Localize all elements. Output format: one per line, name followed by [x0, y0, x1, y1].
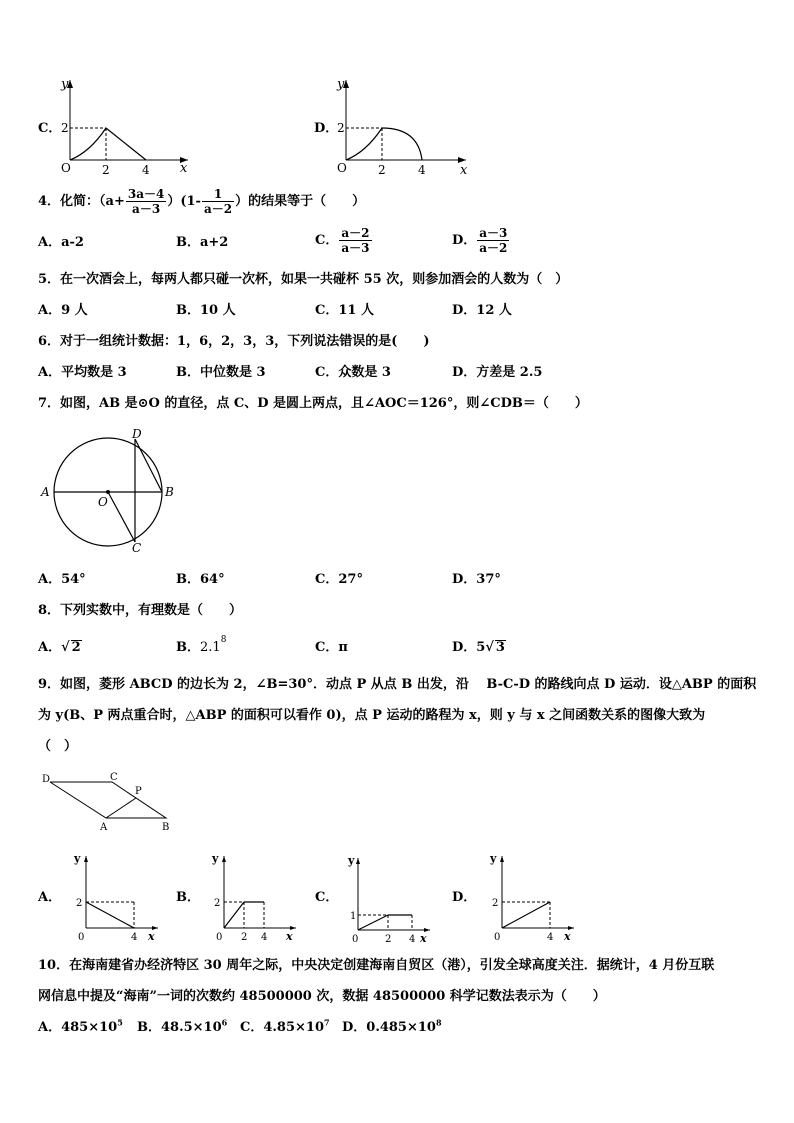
svg-text:4: 4 — [547, 932, 554, 942]
q8-option-a[interactable]: A．√ 2 — [38, 640, 81, 655]
q3-option-d-label[interactable]: D． — [314, 121, 339, 136]
q7-label-c: C — [132, 541, 142, 555]
q5-option-c[interactable]: C．11 人 — [315, 303, 374, 318]
q6-option-a[interactable]: A．平均数是 3 — [38, 365, 127, 380]
q3c-tick-4x: 4 — [142, 163, 150, 177]
svg-text:1: 1 — [350, 911, 357, 922]
q10-stem-line1: 10．在海南建省办经济特区 30 周年之际，中央决定创建海南自贸区（港），引发全球高度关注．据统计，4 月份互联 — [38, 958, 715, 973]
q9-option-d-label[interactable]: D． — [452, 890, 477, 905]
svg-text:2: 2 — [385, 934, 392, 942]
q10-option-a[interactable]: A．$485\times 10^5$ — [38, 1017, 123, 1035]
q9-rhombus-p: P — [135, 786, 142, 797]
q9-option-c-label[interactable]: C． — [315, 890, 339, 905]
svg-text:x: x — [148, 930, 155, 942]
q3d-tick-2y: 2 — [337, 121, 345, 135]
q3c-y-label: y — [61, 77, 69, 92]
q5-option-d[interactable]: D．12 人 — [452, 303, 512, 318]
svg-text:4: 4 — [261, 932, 268, 942]
q9-rhombus-c: C — [110, 772, 118, 783]
q5-option-a[interactable]: A．9 人 — [38, 303, 88, 318]
q3c-tick-2x: 2 — [102, 163, 110, 177]
svg-text:2: 2 — [492, 898, 499, 909]
q7-option-a[interactable]: A．54° — [38, 572, 86, 587]
q9-rhombus-figure — [38, 768, 188, 836]
q4-option-b[interactable]: B．a+2 — [176, 235, 229, 250]
svg-text:x: x — [420, 932, 427, 942]
q10-stem-line2: 网信息中提及“海南”一词的次数约 48500000 次，数据 48500000 科学记数法表示为（ ） — [38, 989, 606, 1004]
q3d-tick-2x: 2 — [378, 163, 386, 177]
q6-option-c[interactable]: C．众数是 3 — [315, 365, 391, 380]
q9-stem-line3: （ ） — [38, 739, 78, 754]
q9-rhombus-b: B — [162, 822, 170, 833]
q6-option-d[interactable]: D．方差是 2.5 — [452, 365, 543, 380]
q4-option-d[interactable]: D． $\frac{a-3}{a-2}$ — [452, 226, 508, 255]
q4-option-c[interactable]: C． $\frac{a-2}{a-3}$ — [315, 226, 370, 255]
q10-option-d[interactable]: D．$0.485\times 10^8$ — [342, 1017, 442, 1035]
q7-label-o: O — [98, 495, 108, 509]
svg-text:2: 2 — [241, 932, 248, 942]
q8-option-c[interactable]: C．π — [315, 640, 348, 655]
q4-option-a[interactable]: A．a-2 — [38, 235, 84, 250]
q3c-tick-2y: 2 — [61, 121, 69, 135]
svg-text:4: 4 — [409, 934, 416, 942]
q3d-tick-4x: 4 — [418, 163, 426, 177]
q4-stem: 4．化简：（a+ $\frac{3a-4}{a-3}$ ）(1- $\frac{1}{a-2}$ ）的结果等于（ ） — [38, 187, 366, 216]
q3c-origin: O — [61, 161, 71, 175]
svg-text:0: 0 — [494, 932, 501, 942]
q9-graph-a — [68, 850, 168, 942]
q5-stem: 5．在一次酒会上，每两人都只碰一次杯，如果一共碰杯 55 次，则参加酒会的人数为（ ） — [38, 272, 569, 287]
q3-option-c-label[interactable]: C． — [38, 121, 62, 136]
q7-label-d: D — [132, 428, 142, 441]
q9-stem-line2: 为 y(B、P 两点重合时，△ABP 的面积可以看作 0)，点 P 运动的路程为 x，则 y 与 x 之间函数关系的图像大致为 — [38, 708, 706, 723]
q9-rhombus-a: A — [100, 822, 108, 833]
svg-text:0: 0 — [78, 932, 85, 942]
sqrt-icon: √ — [485, 640, 494, 655]
q6-option-b[interactable]: B．中位数是 3 — [176, 365, 266, 380]
repeating-digit: 8 — [220, 634, 227, 645]
q3-graph-d — [334, 74, 474, 184]
svg-text:x: x — [286, 930, 293, 942]
q7-label-b: B — [165, 485, 174, 499]
q7-option-c[interactable]: C．27° — [315, 572, 363, 587]
q7-option-d[interactable]: D．37° — [452, 572, 501, 587]
sqrt-icon: √ — [61, 640, 70, 655]
q10-option-b[interactable]: B．$48.5\times 10^6$ — [137, 1017, 228, 1035]
svg-text:0: 0 — [216, 932, 223, 942]
svg-text:y: y — [490, 852, 497, 865]
q9-graph-d — [484, 850, 584, 942]
q3d-origin: O — [337, 161, 347, 175]
q7-stem: 7．如图，AB 是⊙O 的直径，点 C、D 是圆上两点，且∠AOC＝126°，则∠CDB＝（ ） — [38, 396, 588, 411]
q9-option-a-label[interactable]: A． — [38, 890, 62, 905]
svg-text:y: y — [212, 852, 219, 865]
svg-text:y: y — [74, 852, 81, 865]
q10-option-c[interactable]: C．$4.85\times 10^7$ — [240, 1017, 330, 1035]
svg-text:2: 2 — [76, 898, 83, 909]
q7-circle-figure — [38, 428, 188, 558]
q3c-x-label: x — [180, 161, 188, 176]
q3d-x-label: x — [460, 163, 468, 178]
q3d-y-label: y — [337, 77, 345, 92]
q8-stem: 8．下列实数中，有理数是（ ） — [38, 603, 243, 618]
svg-text:y: y — [348, 854, 355, 867]
q3-graph-c — [58, 74, 198, 184]
q7-label-a: A — [41, 485, 50, 499]
svg-text:2: 2 — [214, 898, 221, 909]
q5-option-b[interactable]: B．10 人 — [176, 303, 236, 318]
q9-rhombus-d: D — [42, 774, 51, 785]
svg-text:x: x — [564, 930, 571, 942]
q9-stem-line1: 9．如图，菱形 ABCD 的边长为 2，∠B=30°．动点 P 从点 B 出发，沿 B-C-D 的路线向点 D 运动．设△ABP 的面积 — [38, 677, 757, 692]
svg-text:4: 4 — [131, 932, 138, 942]
q9-graph-b — [206, 850, 306, 942]
q8-option-b[interactable]: B．$2.1^8$ — [176, 634, 227, 655]
q9-option-b-label[interactable]: B． — [176, 890, 200, 905]
q7-option-b[interactable]: B．64° — [176, 572, 225, 587]
q8-option-d[interactable]: D．5√ 3 — [452, 640, 505, 655]
svg-text:0: 0 — [352, 934, 359, 942]
q6-stem: 6．对于一组统计数据：1，6，2，3，3，下列说法错误的是( ) — [38, 334, 430, 349]
q9-graph-c — [340, 850, 440, 942]
